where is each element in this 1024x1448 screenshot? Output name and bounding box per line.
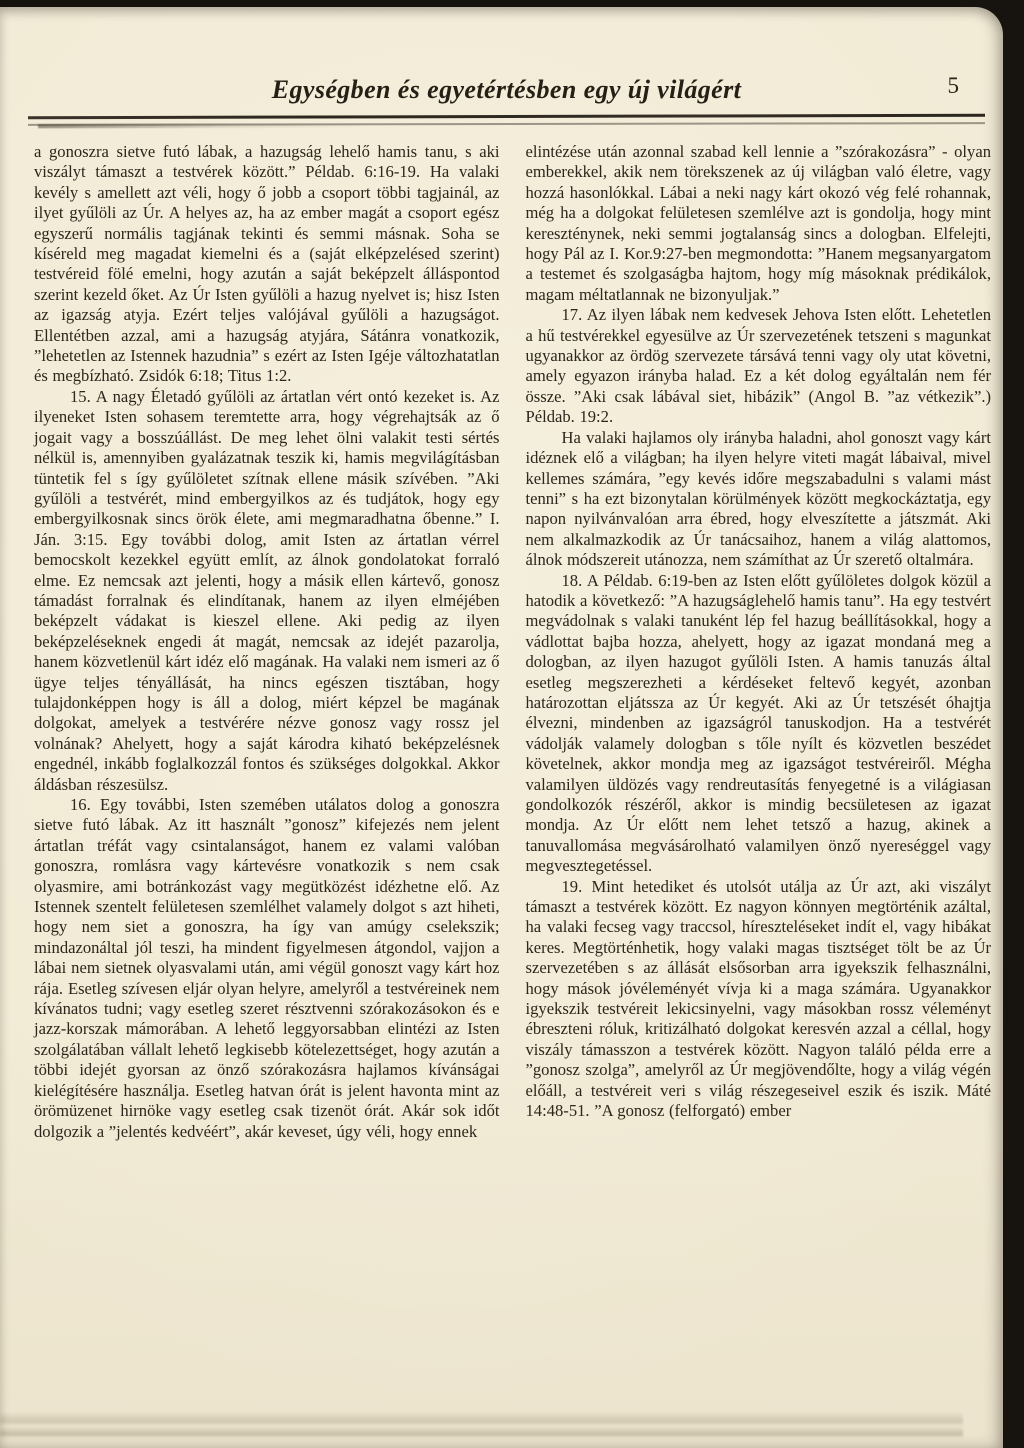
page-number: 5 [947, 73, 959, 98]
paragraph: a gonoszra sietve futó lábak, a hazugság lehelő hamis tanu, s aki viszályt támaszt a testvérek között.” Példab. 6:16-19. Ha valaki kevély s amellett azt véli, hogy ő jobb a csoport többi tagjainál, az ilyet gyűlöli az Úr. A helyes az, ha az ember magát a csoport egész egyszerű normális tagjának tekinti és semmi másnak. Soha se kíséreld meg magadat kiemelni és a (saját elképzelésed szerint) testvéreid fölé emelni, hogy azután a saját beképzelt álláspontod szerint kezeld őket. Az Úr Isten gyűlöli a hazug nyelvet is; hisz Isten az igazság atyja. Ezért teljes valójával gyűlöli a hazugságot. Ellentétben azzal, ami a hazugság atyjára, Sátánra vonatkozik, ”lehetetlen az Istennek hazudnia” s ezért az Isten Igéje változhatatlan és megbízható. Zsidók 6:18; Titus 1:2. [34, 142, 500, 386]
scan-bottom-shadow [0, 1412, 963, 1438]
paragraph: 17. Az ilyen lábak nem kedvesek Jehova Isten előtt. Lehetetlen a hű testvérekkel egyesülve az Úr szervezetének tetszeni s magunkat ugyanakkor az ördög szervezete társává tenni vagy oly utat követni, amely egyazon irányba halad. Ez a két dolog egyáltalán nem fér össze. ”Aki csak lábával siet, hibázik” (Angol B. ”az vétkezik”.) Példab. 19:2. [525, 305, 991, 427]
paragraph: Ha valaki hajlamos oly irányba haladni, ahol gonoszt vagy kárt idéznek elő a világban; ha ilyen helyre viteti magát lábaival, mivel kellemes számára, ”egy kevés időre megszabadulni s valami mást tenni” s ha ezt bizonytalan körülmények között megkockáztatja, egy napon nyilvánvalóan arra ébred, hogy elveszítette a játszmát. Aki nem alkalmazkodik az Úr tanácsaihoz, hanem a világ alattomos, álnok módszereit utánozza, nem számíthat az Úr szerető oltalmára. [525, 427, 991, 570]
page-header [28, 7, 985, 125]
paragraph: 19. Mint hetediket és utolsót utálja az Úr azt, aki viszályt támaszt a testvérek között. Ez nagyon könnyen megtörténik azáltal, ha valaki fecseg vagy traccsol, híreszteléseket indít el, vagy hibákat keres. Megtörténhetik, hogy valaki magas tisztséget tölt be az Úr szervezetében s az állását elsősorban arra igyekszik felhasználni, hogy mások jóvéleményét vívja ki a maga számára. Ugyanakkor igyekszik testvéreit lekicsinyelni, vagy másokban rossz véleményt ébreszteni róluk, kritizálható dolgokat keresvén azzal a céllal, hogy viszály támasszon a testvérek között. Nagyon találó példa erre a ”gonosz szolga”, amelyről az Úr megjövendőlte, hogy a világ végén előáll, a testvéreit veri s világ részegeseivel eszik és iszik. Máté 14:48-51. ”A gonosz (felforgató) ember [525, 876, 991, 1121]
page-title: Egységben és egyetértésben egy új világért [271, 75, 742, 104]
text-column-left [34, 142, 500, 1142]
text-column-right [526, 142, 992, 1142]
paragraph: 18. A Példab. 6:19-ben az Isten előtt gyűlöletes dolgok közül a hatodik a következő: ”A hazugságlehelő hamis tanu”. Ha egy testvért megvádolnak s valaki tanuként lép fel hazug beállításokkal, hogy a vádlottat bajba hozza, ahelyett, hogy az igazat mondaná meg a dologban, az ilyen hazugot gyűlöli Isten. A hamis tanuzás által esetleg megszerezheti a kérdéseket feltevő kegyét, azonban határozottan eljátssza az Úr kegyét. Aki az Úr tetszését óhajtja élvezni, mindenben az igazságról tanuskodjon. Ha a testvérét vádolják valamely dologban s tőle nyílt és közvetlen beszédet követelnek, akkor mondja meg az igazságot testvéreiről. Mégha valamilyen üldözés vagy rendreutasítás fenyegetné is a világiasan gondolkozók részéről, akkor is mindig becsületesen az igazat mondja. Az Úr előtt nem lehet tetsző a hazug, akinek a tanuvallomása megvásárolható valamilyen önző nyereséggel vagy megvesztegetéssel. [525, 570, 991, 876]
header-rule-top [28, 114, 985, 120]
paper-page [0, 7, 1003, 1448]
page-body [0, 125, 1003, 1142]
paragraph: 16. Egy további, Isten szemében utálatos dolog a gonoszra sietve futó lábak. Az itt használt ”gonosz” kifejezés nem jelent ártatlan tréfát vagy csintalanságot, hanem ez valami valóban gonoszra, romlásra vagy kártevésre vonatkozik s nem csak olyasmire, ami botránkozást vagy megütközést idézhetne elő. Az Istennek szentelt felületesen szemlélhet valamely dolgot s azt hiheti, hogy nem siet a gonoszra, ha így van amúgy cselekszik; mindazonáltal jól teszi, ha mindent figyelmesen átgondol, vajjon a lábai nem sietnek olyasvalami után, ami végül gonoszt vagy kárt hoz rája. Esetleg szívesen eljár olyan helyre, amelyről a testvéreinek nem kívánatos tudni; vagy esetleg szeret résztvenni szórakozásokon és e jazz-korszak mámorában. A lehető leggyorsabban elintézi az Isten szolgálatában vállalt lehető legkisebb kötelezettséget, hogy azután a többi idejét gyorsan az önző szórakozásra hajlamos kívánságai kielégítésére használja. Esetleg hatvan órát is jelent havonta mint az örömüzenet hirnöke vagy esetleg csak tizenöt órát. Akár sok időt dolgozik a ”jelentés kedvéért”, akár keveset, úgy véli, hogy ennek [34, 795, 500, 1141]
paragraph: elintézése után azonnal szabad kell lennie a ”szórakozásra” - olyan emberekkel, akik nem törekszenek az új világban való életre, vagy hozzá hasonlókkal. Lábai a neki nagy kárt okozó vég felé rohannak, még ha a dolgokat felületesen szemlélve azt is gondolja, hogy mint kereszténynek, neki semmi jogtalanság sincs a dologban. Elfelejti, hogy Pál az I. Kor.9:27-ben megmondotta: ”Hanem megsanyargatom a testemet és szolgaságba hajtom, hogy míg másoknak prédikálok, magam méltatlannak ne bizonyuljak.” [525, 142, 991, 304]
paragraph: 15. A nagy Életadó gyűlöli az ártatlan vért ontó kezeket is. Az ilyeneket Isten sohasem teremtette arra, hogy végrehajtsák az ő jogait vagy a bosszúállást. De meg lehet ölni valakit testi sértés nélkül is, amennyiben gyalázatnak teszik ki, hamis megvilágításban tüntetik fel s így gyűlöletet szítnak ellene másik szívében. ”Aki gyűlöli a testvérét, mind embergyilkos az és tudjátok, hogy egy embergyilkosnak sincs örök élete, ami megmaradhatna őbenne.” I. Ján. 3:15. Egy további dolog, amit Isten az ártatlan vérrel bemocskolt kezekkel együtt említ, az álnok gondolatokat forraló elme. Ez nemcsak azt jelenti, hogy a másik ellen kártevő, gonosz támadást forralnak és elindítanak, hanem az ilyen elméjében beképzelt vádakat is kieszel ellene. Aki pedig az ilyen beképzeléseknek engedi át magát, nemcsak az idejét pazarolja, hanem közvetlenül kárt idéz elő magának. Ha valaki nem ismeri az ő ügye teljes tényállását, ha nincs egészen tisztában, hogy tulajdonképpen hogy is áll a dolog, miért képzel be magának dolgokat, amelyek a testvérére nézve gonosz vagy rossz jel volnának? Ahelyett, hogy a saját károdra kiható beképzelésnek engednél, inkább foglalkozzál fontos és szükséges dolgokkal. Akkor áldásban részesülsz. [34, 386, 500, 794]
